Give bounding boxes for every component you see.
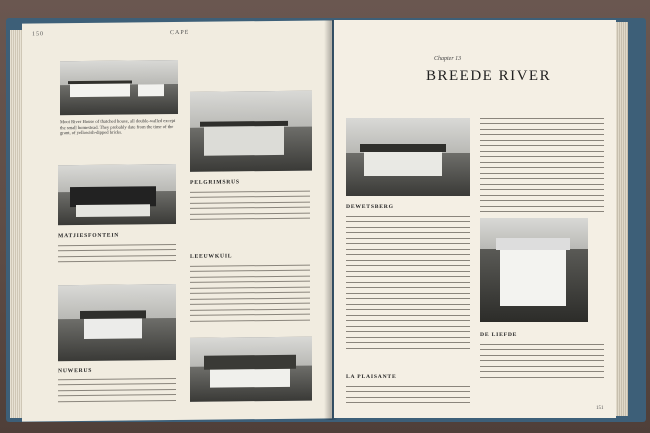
body-text-pelgrimsrus bbox=[190, 191, 310, 225]
body-text-la-plaisante bbox=[346, 386, 470, 408]
heading-matjiesfontein: MATJIESFONTEIN bbox=[58, 232, 120, 240]
heading-la-plaisante: LA PLAISANTE bbox=[346, 374, 397, 380]
body-text-nuwerus bbox=[58, 378, 176, 407]
right-page bbox=[334, 20, 616, 418]
heading-pelgrimsrus: PELGRIMSRUS bbox=[190, 179, 240, 186]
photo-matjiesfontein bbox=[58, 164, 176, 225]
caption-1: Mooi River House of thatched house, all double-walled except the small homestead. They probably date from the time of the grant, of yellowish-dipped bricks. bbox=[60, 118, 176, 136]
heading-dewetsberg: DEWETSBERG bbox=[346, 204, 394, 210]
body-text-dewetsberg bbox=[346, 216, 470, 353]
body-text-matjiesfontein bbox=[58, 244, 176, 267]
heading-leeuwkuil: LEEUWKUIL bbox=[190, 253, 233, 260]
page-edges-right bbox=[614, 22, 628, 416]
photo-thatched-cottage bbox=[190, 337, 312, 402]
chapter-label: Chapter 13 bbox=[434, 56, 462, 62]
left-page bbox=[22, 20, 332, 421]
body-text-de-liefde bbox=[480, 344, 604, 382]
heading-nuwerus: NUWERUS bbox=[58, 367, 93, 375]
photo-farmhouse bbox=[60, 60, 178, 115]
photo-de-liefde bbox=[480, 218, 588, 322]
photo-nuwerus bbox=[58, 284, 176, 361]
heading-de-liefde: DE LIEFDE bbox=[480, 332, 518, 338]
photo-dewetsberg bbox=[346, 118, 470, 196]
body-text-leeuwkuil bbox=[190, 265, 310, 327]
chapter-title: BREEDE RIVER bbox=[426, 68, 552, 84]
body-text-intro bbox=[480, 118, 604, 217]
folio-right: 151 bbox=[596, 406, 604, 411]
running-head: CAPE bbox=[170, 29, 190, 37]
folio-left: 150 bbox=[32, 31, 44, 38]
photo-pelgrimsrus bbox=[190, 91, 312, 172]
